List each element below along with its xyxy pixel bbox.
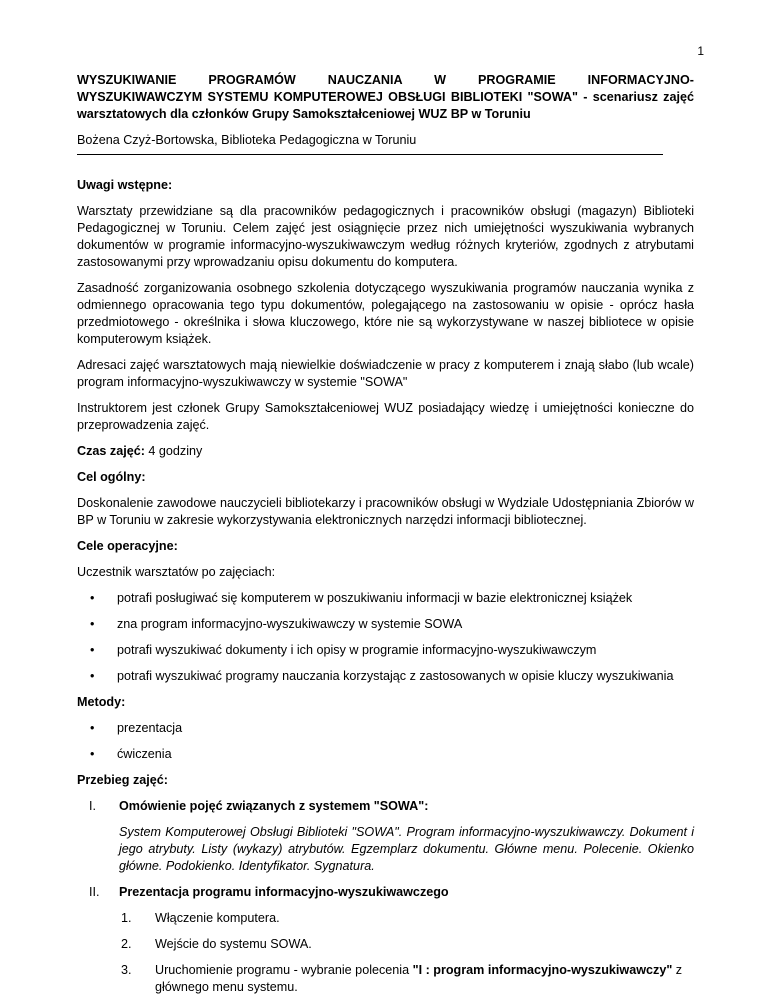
- title-line-3: warsztatowych dla członków Grupy Samokształceniowej WUZ BP w Toruniu: [77, 107, 531, 121]
- uwagi-paragraph-4: Instruktorem jest członek Grupy Samokształceniowej WUZ posiadający wiedzę i umiejętności konieczne do przeprowadzenia zajęć.: [77, 401, 694, 432]
- metody-list: [77, 720, 694, 763]
- list-item-text: potrafi wyszukiwać programy nauczania korzystając z zastosowanych w opisie kluczy wyszukiwania: [117, 669, 674, 683]
- list-item: [77, 642, 694, 659]
- title-line-2: WYSZUKIWAWCZYM SYSTEMU KOMPUTEROWEJ OBSŁUGI BIBLIOTEKI "SOWA" - scenariusz zajęć: [77, 90, 694, 104]
- bullet-icon: •: [90, 643, 95, 657]
- step-number: 3.: [121, 963, 132, 977]
- step-2: [77, 936, 694, 953]
- bullet-icon: •: [90, 747, 95, 761]
- bullet-icon: •: [90, 721, 95, 735]
- list-item: [77, 720, 694, 737]
- title-divider: [77, 154, 663, 155]
- bullet-icon: •: [90, 591, 95, 605]
- section-title: Prezentacja programu informacyjno-wyszukiwawczego: [119, 885, 449, 899]
- uwagi-heading: Uwagi wstępne:: [77, 178, 173, 192]
- list-item-text: prezentacja: [117, 721, 183, 735]
- section-title: Omówienie pojęć związanych z systemem "SOWA":: [119, 799, 429, 813]
- step-text: Wejście do systemu SOWA.: [155, 937, 312, 951]
- list-item: [77, 746, 694, 763]
- list-item-text: zna program informacyjno-wyszukiwawczy w systemie SOWA: [117, 617, 463, 631]
- step-text: Włączenie komputera.: [155, 911, 280, 925]
- list-item-text: ćwiczenia: [117, 747, 172, 761]
- cel-ogolny-text: Doskonalenie zawodowe nauczycieli bibliotekarzy i pracowników obsługi w Wydziale Udostępniania Zbiorów w BP w Toruniu w zakresie wykorzystywania elektronicznych narzędzi informacji bibliotecznej.: [77, 496, 694, 527]
- title-line-1: WYSZUKIWANIE PROGRAMÓW NAUCZANIA W PROGRAMIE INFORMACYJNO-: [77, 73, 694, 87]
- cele-operacyjne-list: [77, 590, 694, 685]
- step-number: 2.: [121, 937, 132, 951]
- section-i: [77, 798, 694, 815]
- list-item: [77, 590, 694, 607]
- section-number: II.: [89, 885, 100, 899]
- step-3: [77, 962, 694, 996]
- step-text-post: z głównego menu systemu.: [155, 963, 683, 994]
- list-item: [77, 616, 694, 633]
- section-number: I.: [89, 799, 96, 813]
- step-text-pre: Uruchomienie programu - wybranie polecenia: [155, 963, 413, 977]
- cele-operacyjne-heading: Cele operacyjne:: [77, 539, 178, 553]
- page-number: 1: [697, 44, 704, 58]
- przebieg-heading: Przebieg zajęć:: [77, 773, 168, 787]
- uwagi-paragraph-2: Zasadność zorganizowania osobnego szkolenia dotyczącego wyszukiwania programów nauczania wynika z odmiennego opracowania tego typu dokumentów, polegającego na zastosowaniu w opisie - oprócz hasła przedmiotowego - określnika i słowa kluczowego, które nie są wykorzystywane w naszej bibliotece w opisie komputerowym książek.: [77, 281, 694, 346]
- list-item-text: potrafi wyszukiwać dokumenty i ich opisy w programie informacyjno-wyszukiwawczym: [117, 643, 597, 657]
- list-item-text: potrafi posługiwać się komputerem w poszukiwaniu informacji w bazie elektronicznej książek: [117, 591, 633, 605]
- bullet-icon: •: [90, 617, 95, 631]
- document-body: [77, 72, 694, 996]
- section-ii: [77, 884, 694, 901]
- uwagi-paragraph-1: Warsztaty przewidziane są dla pracowników pedagogicznych i pracowników obsługi (magazyn) Biblioteki Pedagogicznej w Toruniu. Celem zajęć jest osiągnięcie przez nich umiejętności wyszukiwania wybranych dokumentów w programie informacyjno-wyszukiwawczym według różnych kryteriów, zgodnych z atrybutami zastosowanymi przy wprowadzaniu opisu dokumentu do komputera.: [77, 204, 694, 269]
- uwagi-paragraph-3: Adresaci zajęć warsztatowych mają niewielkie doświadczenie w pracy z komputerem i znają słabo (lub wcale) program informacyjno-wyszukiwawczy w systemie "SOWA": [77, 358, 694, 389]
- cel-ogolny-heading: Cel ogólny:: [77, 470, 146, 484]
- czas-value: 4 godziny: [144, 444, 203, 458]
- step-command: "I : program informacyjno-wyszukiwawczy": [412, 963, 673, 977]
- step-number: 1.: [121, 911, 132, 925]
- list-item: [77, 668, 694, 685]
- metody-heading: Metody:: [77, 695, 126, 709]
- document-title: [77, 72, 694, 123]
- section-i-text: System Komputerowej Obsługi Biblioteki "SOWA". Program informacyjno-wyszukiwawczy. Dokument i jego atrybuty. Listy (wykazy) atrybutów. Egzemplarz dokumentu. Główne menu. Polecenie. Okienko główne. Podokienko. Identyfikator. Sygnatura.: [119, 825, 694, 873]
- czas-label: Czas zajęć:: [77, 444, 145, 458]
- bullet-icon: •: [90, 669, 95, 683]
- step-1: [77, 910, 694, 927]
- cele-operacyjne-intro: Uczestnik warsztatów po zajęciach:: [77, 565, 276, 579]
- author-line: Bożena Czyż-Bortowska, Biblioteka Pedagogiczna w Toruniu: [77, 133, 417, 147]
- czas-zajec: [77, 443, 694, 460]
